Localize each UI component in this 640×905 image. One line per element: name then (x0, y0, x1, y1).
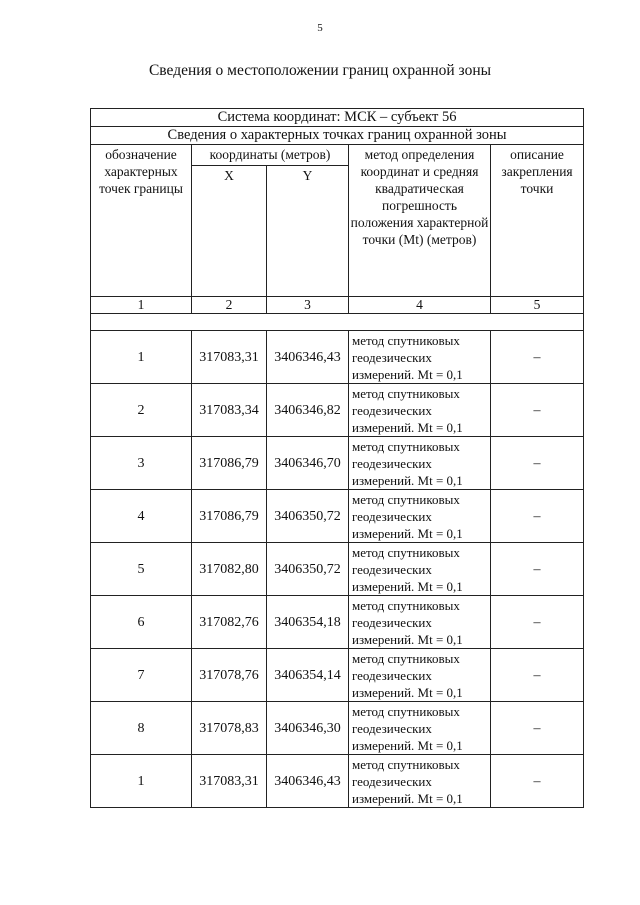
method-cell: метод спутниковых геодезических измерений. Mt = 0,1 (349, 596, 491, 649)
header-description: описание закрепления точки (491, 145, 584, 297)
method-cell: метод спутниковых геодезических измерений. Mt = 0,1 (349, 331, 491, 384)
method-cell: метод спутниковых геодезических измерений. Mt = 0,1 (349, 384, 491, 437)
description-cell: – (491, 543, 584, 596)
header-x: X (192, 166, 267, 297)
x-coordinate-cell: 317083,34 (192, 384, 267, 437)
x-coordinate-cell: 317078,76 (192, 649, 267, 702)
y-coordinate-cell: 3406346,82 (267, 384, 349, 437)
point-cell: 8 (91, 702, 192, 755)
description-cell: – (491, 596, 584, 649)
header-y: Y (267, 166, 349, 297)
point-cell: 4 (91, 490, 192, 543)
table-row (91, 649, 584, 702)
column-number: 5 (491, 297, 584, 314)
y-coordinate-cell: 3406354,18 (267, 596, 349, 649)
y-coordinate-cell: 3406354,14 (267, 649, 349, 702)
table-row (91, 437, 584, 490)
boundary-points-table (90, 108, 584, 808)
table-row (91, 331, 584, 384)
table-row (91, 755, 584, 808)
document-title: Сведения о местоположении границ охранной зоны (148, 62, 492, 79)
x-coordinate-cell: 317083,31 (192, 331, 267, 384)
x-coordinate-cell: 317082,80 (192, 543, 267, 596)
method-cell: метод спутниковых геодезических измерений. Mt = 0,1 (349, 702, 491, 755)
table-row (91, 543, 584, 596)
x-coordinate-cell: 317083,31 (192, 755, 267, 808)
header-designation: обозначение характерных точек границы (91, 145, 192, 297)
y-coordinate-cell: 3406346,43 (267, 331, 349, 384)
page-number: 5 (317, 22, 323, 34)
y-coordinate-cell: 3406346,70 (267, 437, 349, 490)
method-cell: метод спутниковых геодезических измерений. Mt = 0,1 (349, 437, 491, 490)
method-cell: метод спутниковых геодезических измерений. Mt = 0,1 (349, 649, 491, 702)
blank-separator-row (91, 314, 584, 331)
description-cell: – (491, 755, 584, 808)
point-cell: 5 (91, 543, 192, 596)
y-coordinate-cell: 3406346,43 (267, 755, 349, 808)
method-cell: метод спутниковых геодезических измерений. Mt = 0,1 (349, 543, 491, 596)
description-cell: – (491, 331, 584, 384)
x-coordinate-cell: 317078,83 (192, 702, 267, 755)
method-cell: метод спутниковых геодезических измерений. Mt = 0,1 (349, 755, 491, 808)
column-number: 1 (91, 297, 192, 314)
x-coordinate-cell: 317086,79 (192, 490, 267, 543)
description-cell: – (491, 649, 584, 702)
x-coordinate-cell: 317082,76 (192, 596, 267, 649)
table-row (91, 490, 584, 543)
point-cell: 6 (91, 596, 192, 649)
column-number: 3 (267, 297, 349, 314)
description-cell: – (491, 437, 584, 490)
column-number: 4 (349, 297, 491, 314)
column-number: 2 (192, 297, 267, 314)
point-cell: 2 (91, 384, 192, 437)
point-cell: 1 (91, 755, 192, 808)
description-cell: – (491, 490, 584, 543)
point-cell: 7 (91, 649, 192, 702)
y-coordinate-cell: 3406350,72 (267, 490, 349, 543)
table-row (91, 702, 584, 755)
header-method: метод определения координат и средняя квадратическая погрешность положения характерной точки (Mt) (метров) (349, 145, 491, 297)
description-cell: – (491, 384, 584, 437)
point-cell: 3 (91, 437, 192, 490)
y-coordinate-cell: 3406350,72 (267, 543, 349, 596)
section-heading-row: Сведения о характерных точках границ охранной зоны (91, 127, 584, 145)
y-coordinate-cell: 3406346,30 (267, 702, 349, 755)
header-coordinates: координаты (метров) (192, 145, 349, 166)
table-row (91, 596, 584, 649)
description-cell: – (491, 702, 584, 755)
table-row (91, 384, 584, 437)
coordinate-system-row: Система координат: МСК – субъект 56 (91, 109, 584, 127)
x-coordinate-cell: 317086,79 (192, 437, 267, 490)
point-cell: 1 (91, 331, 192, 384)
method-cell: метод спутниковых геодезических измерений. Mt = 0,1 (349, 490, 491, 543)
